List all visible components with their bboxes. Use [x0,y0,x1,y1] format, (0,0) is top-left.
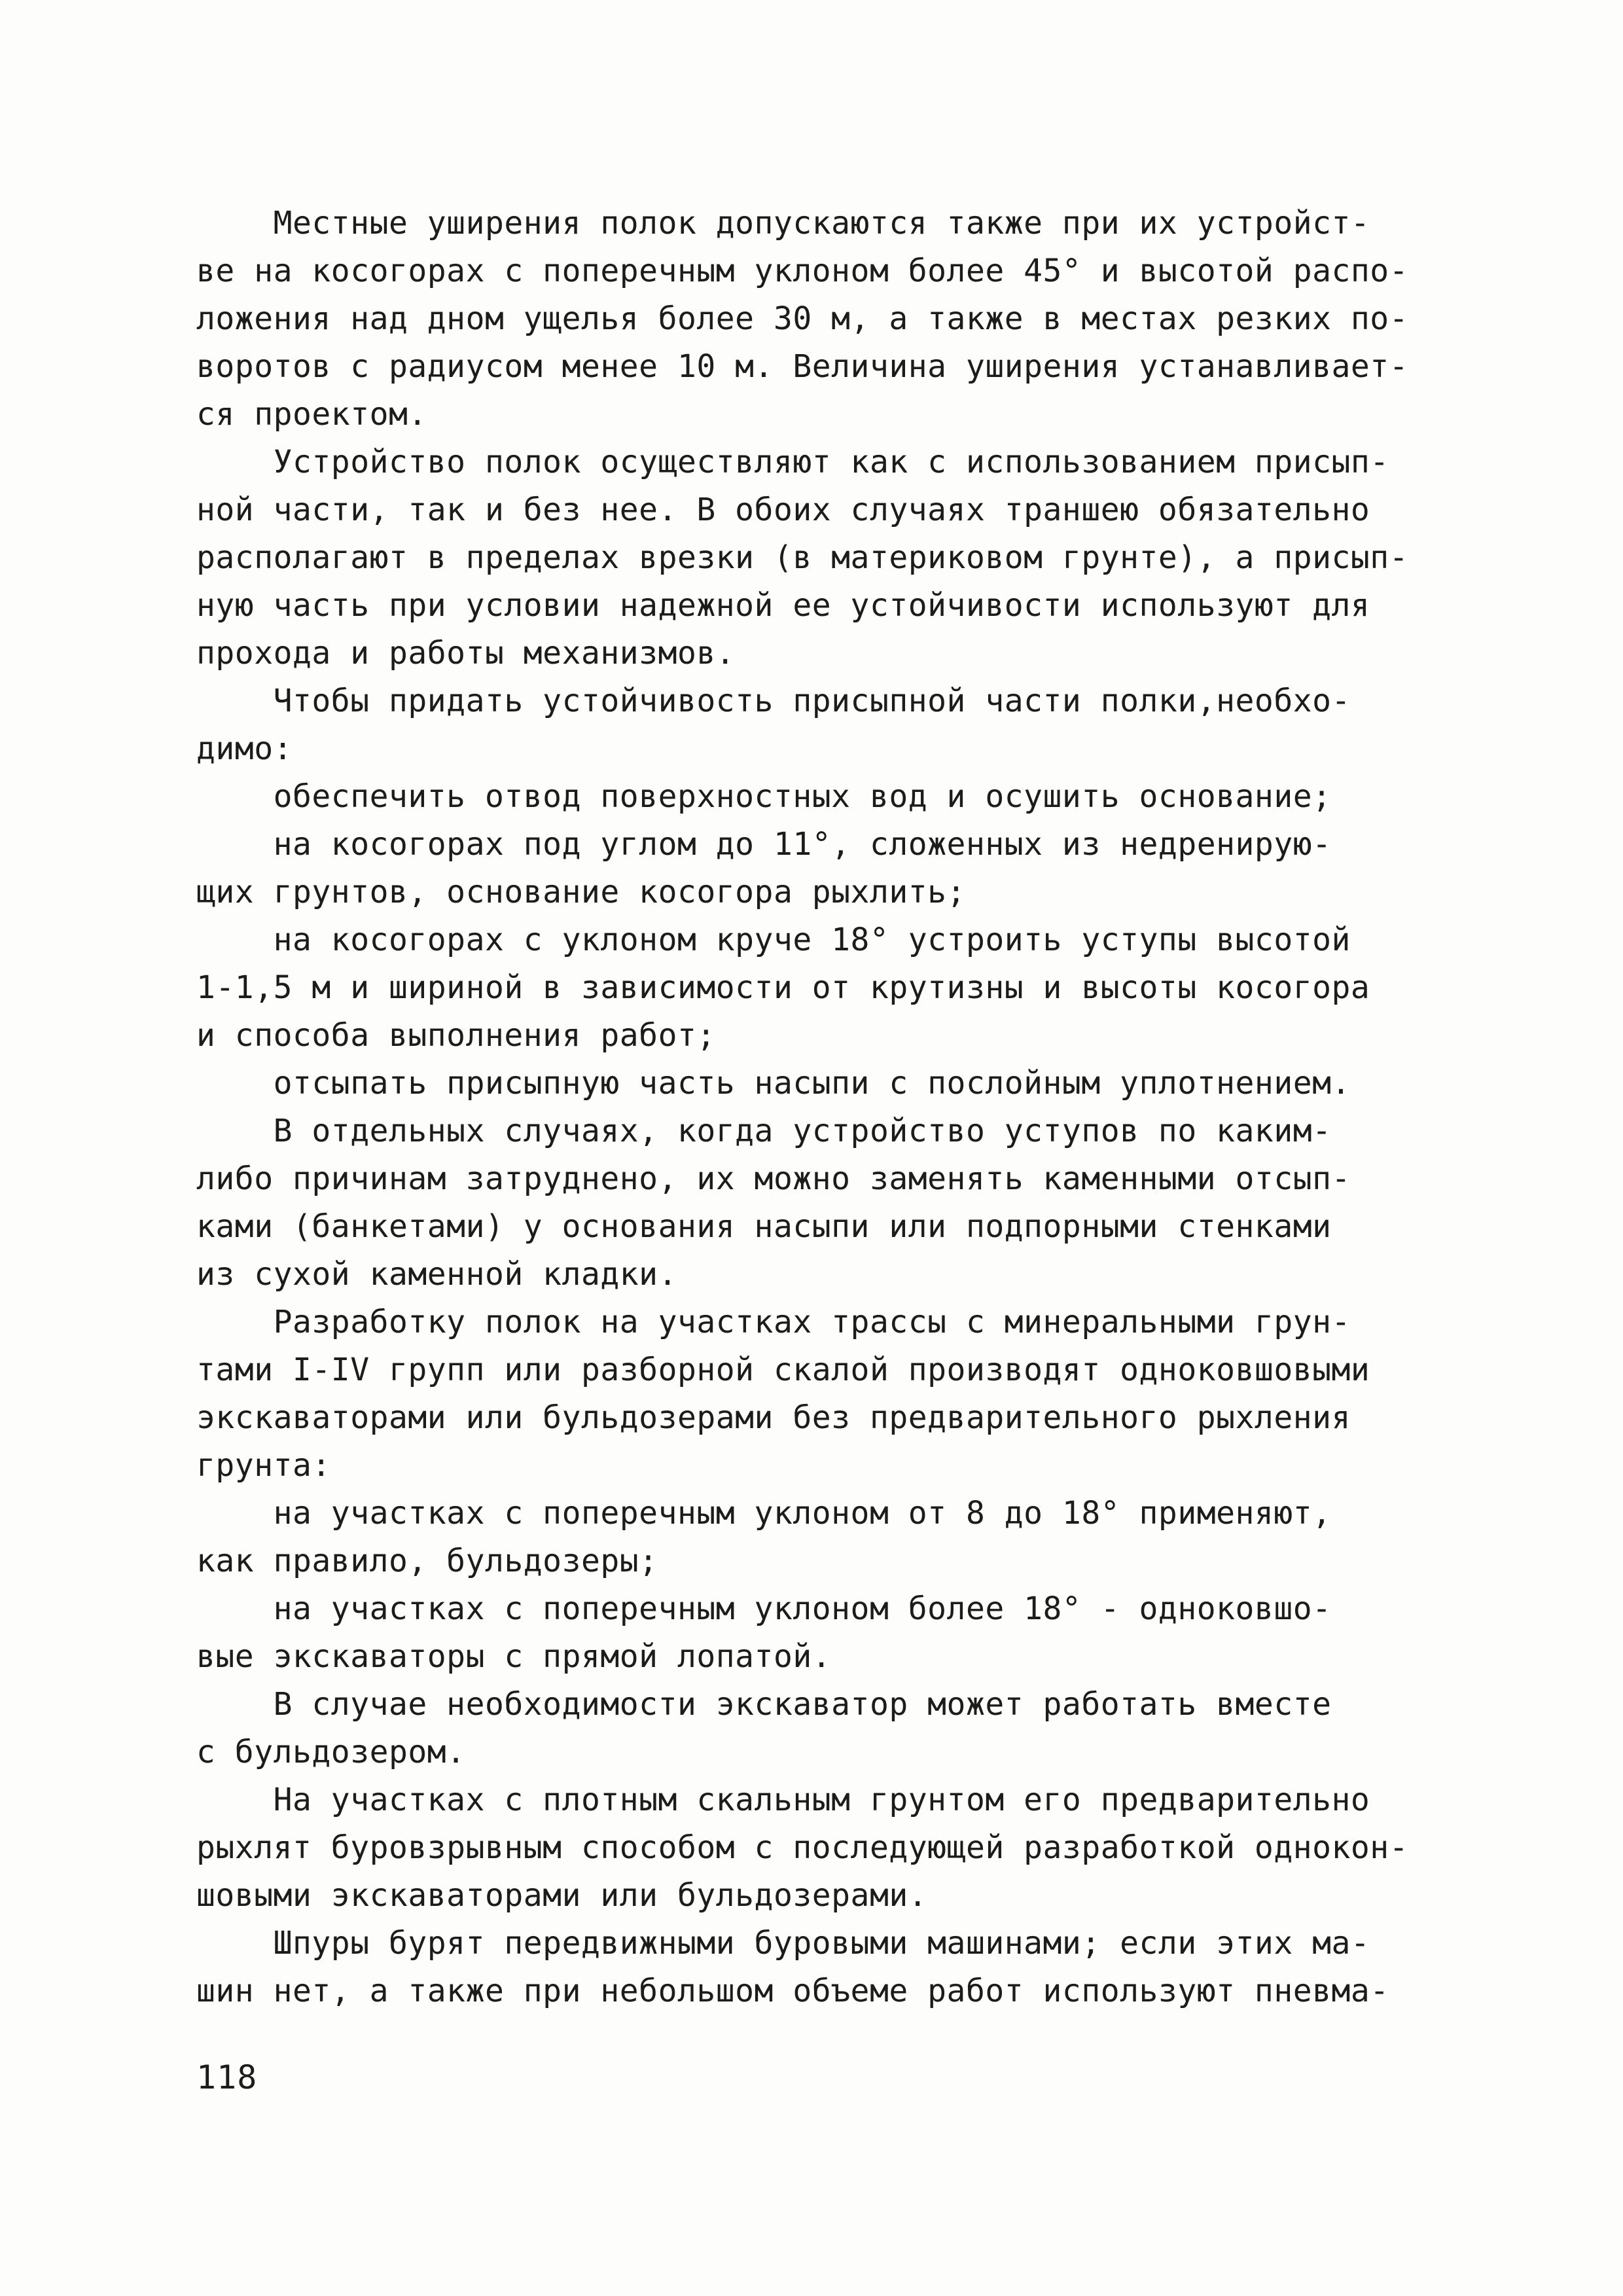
text-line: Устройство полок осуществляют как с использованием присып- [196,444,1389,480]
text-line: и способа выполнения работ; [196,1017,716,1054]
text-line: как правило, бульдозеры; [196,1543,658,1579]
text-line: 1-1,5 м и шириной в зависимости от крутизны и высоты косогора [196,969,1370,1006]
text-line: ками (банкетами) у основания насыпи или подпорными стенками [196,1208,1332,1245]
text-line: экскаваторами или бульдозерами без предварительного рыхления [196,1399,1351,1436]
text-line: ной части, так и без нее. В обоих случаях траншею обязательно [196,492,1370,528]
text-line: на косогорах под углом до 11°, сложенных из недренирую- [196,826,1332,863]
text-line: ве на косогорах с поперечным уклоном более 45° и высотой распо- [196,253,1409,289]
text-line: либо причинам затруднено, их можно заменять каменными отсып- [196,1160,1351,1197]
text-line: щих грунтов, основание косогора рыхлить; [196,874,966,910]
text-line: на участках с поперечным уклоном от 8 до 18° применяют, [196,1495,1332,1532]
text-line: На участках с плотным скальным грунтом его предварительно [196,1782,1370,1818]
text-line: прохода и работы механизмов. [196,635,736,672]
page-number: 118 [196,2058,258,2096]
text-line: Разработку полок на участках трассы с минеральными грун- [196,1304,1351,1340]
text-line: грунта: [196,1447,331,1484]
text-line: Местные уширения полок допускаются также при их устройст- [196,205,1370,242]
text-line: тами I-IV групп или разборной скалой производят одноковшовыми [196,1352,1370,1388]
text-line: Чтобы придать устойчивость присыпной части полки,необхо- [196,683,1351,719]
text-line: В случае необходимости экскаватор может работать вместе [196,1686,1332,1723]
text-line: из сухой каменной кладки. [196,1256,677,1293]
text-line: Шпуры бурят передвижными буровыми машинами; если этих ма- [196,1925,1370,1962]
text-line: димо: [196,730,293,767]
text-line: воротов с радиусом менее 10 м. Величина уширения устанавливает- [196,348,1409,385]
text-line: рыхлят буровзрывным способом с последующей разработкой однокон- [196,1829,1409,1866]
text-line: обеспечить отвод поверхностных вод и осушить основание; [196,778,1332,815]
text-line: на косогорах с уклоном круче 18° устроить уступы высотой [196,922,1351,958]
text-line: шовыми экскаваторами или бульдозерами. [196,1877,928,1914]
text-line: на участках с поперечным уклоном более 18° - одноковшо- [196,1590,1332,1627]
text-line: ложения над дном ущелья более 30 м, а также в местах резких по- [196,300,1409,337]
text-line: с бульдозером. [196,1734,466,1770]
text-line: отсыпать присыпную часть насыпи с послойным уплотнением. [196,1065,1351,1102]
text-line: ся проектом. [196,396,427,433]
text-line: В отдельных случаях, когда устройство уступов по каким- [196,1113,1332,1149]
text-line: ную часть при условии надежной ее устойчивости используют для [196,587,1370,624]
body-text [196,200,1453,2015]
text-line: располагают в пределах врезки (в материковом грунте), а присып- [196,539,1409,576]
text-line: шин нет, а также при небольшом объеме работ используют пневма- [196,1973,1389,2009]
text-line: вые экскаваторы с прямой лопатой. [196,1638,832,1675]
